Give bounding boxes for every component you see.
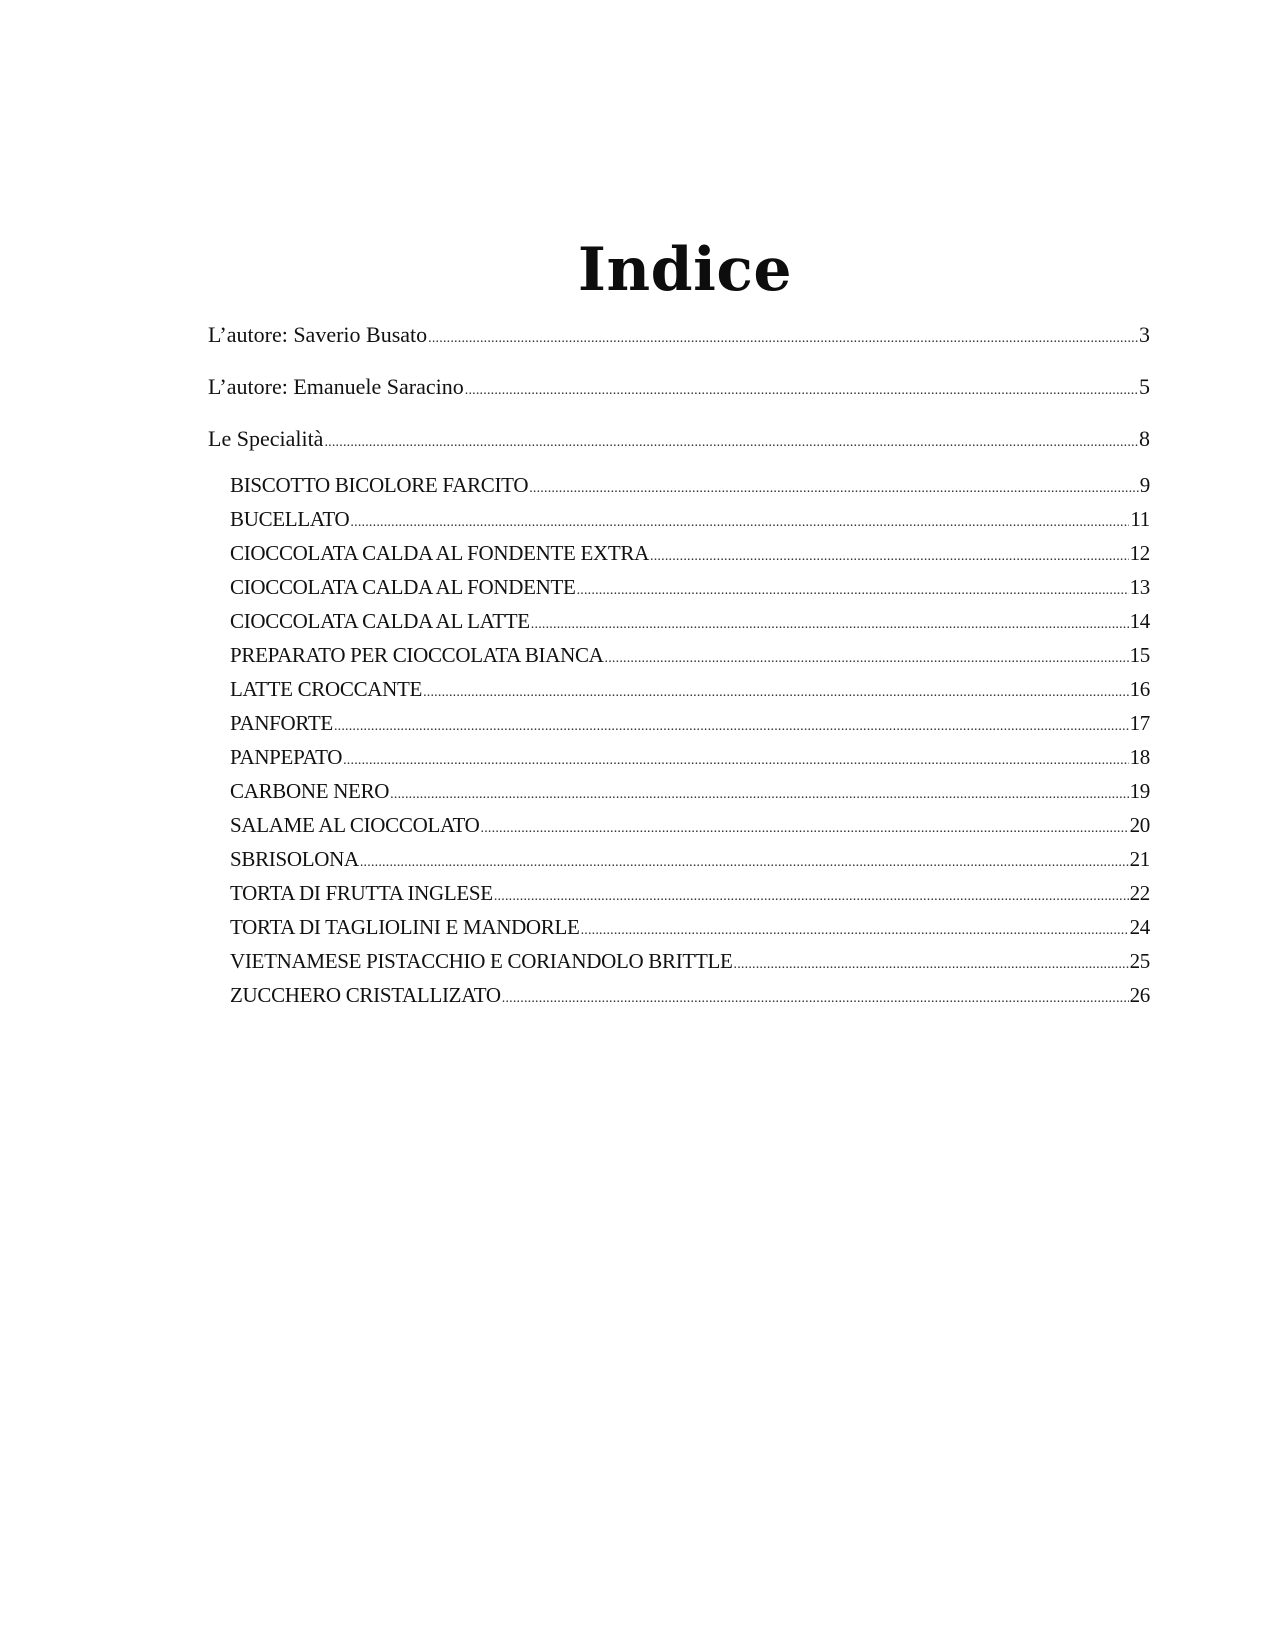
toc-entry-label: CIOCCOLATA CALDA AL FONDENTE EXTRA	[230, 541, 650, 565]
dot-leader	[350, 508, 1129, 538]
toc-subentry[interactable]	[208, 810, 1150, 844]
toc-subentry[interactable]	[208, 708, 1150, 742]
toc-subentry[interactable]	[208, 538, 1150, 572]
toc-subentry[interactable]	[208, 742, 1150, 776]
toc-entry-label: PANPEPATO	[230, 745, 343, 769]
toc-entry-page: 22	[1129, 881, 1150, 905]
toc-subentry[interactable]	[208, 878, 1150, 912]
toc-entry-page: 24	[1129, 915, 1150, 939]
toc-entry[interactable]	[208, 372, 1150, 424]
toc-entry-page: 8	[1139, 426, 1150, 451]
dot-leader	[577, 576, 1129, 606]
toc-subentry[interactable]	[208, 912, 1150, 946]
toc-subentry[interactable]	[208, 572, 1150, 606]
dot-leader	[343, 746, 1129, 776]
dot-leader	[494, 882, 1129, 912]
dot-leader	[529, 474, 1139, 504]
toc-entry-page: 9	[1139, 473, 1150, 497]
dot-leader	[650, 542, 1129, 572]
toc-entry-label: TORTA DI FRUTTA INGLESE	[230, 881, 493, 905]
dot-leader	[360, 848, 1129, 878]
toc-entry-page: 12	[1129, 541, 1150, 565]
toc-entry-label: BISCOTTO BICOLORE FARCITO	[230, 473, 529, 497]
toc-entry-page: 20	[1129, 813, 1150, 837]
dot-leader	[324, 428, 1138, 458]
toc-subentry[interactable]	[208, 504, 1150, 538]
toc-entry-page: 16	[1129, 677, 1150, 701]
toc-subentry[interactable]	[208, 844, 1150, 878]
dot-leader	[423, 678, 1129, 708]
dot-leader	[465, 376, 1138, 406]
toc-entry-label: CARBONE NERO	[230, 779, 390, 803]
table-of-contents	[208, 320, 1150, 1014]
toc-entry-label: Le Specialità	[208, 426, 324, 451]
toc-entry-label: PREPARATO PER CIOCCOLATA BIANCA	[230, 643, 604, 667]
toc-entry-page: 11	[1130, 507, 1150, 531]
toc-entry-page: 21	[1129, 847, 1150, 871]
dot-leader	[734, 950, 1129, 980]
toc-entry-page: 19	[1129, 779, 1150, 803]
toc-entry-page: 17	[1129, 711, 1150, 735]
dot-leader	[390, 780, 1128, 810]
toc-entry-page: 25	[1129, 949, 1150, 973]
dot-leader	[334, 712, 1129, 742]
dot-leader	[605, 644, 1129, 674]
toc-entry-page: 26	[1129, 983, 1150, 1007]
toc-entry[interactable]	[208, 424, 1150, 470]
toc-entry-label: PANFORTE	[230, 711, 333, 735]
toc-entry-page: 5	[1139, 374, 1150, 399]
toc-entry-page: 3	[1139, 322, 1150, 347]
toc-entry-label: L’autore: Saverio Busato	[208, 322, 428, 347]
dot-leader	[481, 814, 1129, 844]
dot-leader	[531, 610, 1129, 640]
toc-entry-page: 13	[1129, 575, 1150, 599]
page-title: Indice	[577, 235, 793, 306]
toc-entry-label: ZUCCHERO CRISTALLIZATO	[230, 983, 501, 1007]
toc-subentry[interactable]	[208, 980, 1150, 1014]
toc-subentry[interactable]	[208, 606, 1150, 640]
toc-entry-page: 15	[1129, 643, 1150, 667]
toc-entry-page: 18	[1129, 745, 1150, 769]
toc-subentry[interactable]	[208, 470, 1150, 504]
toc-subentry[interactable]	[208, 674, 1150, 708]
toc-subentry[interactable]	[208, 776, 1150, 810]
toc-entry-label: VIETNAMESE PISTACCHIO E CORIANDOLO BRITTLE	[230, 949, 733, 973]
toc-entry-label: L’autore: Emanuele Saracino	[208, 374, 464, 399]
dot-leader	[502, 984, 1129, 1014]
toc-entry-label: CIOCCOLATA CALDA AL FONDENTE	[230, 575, 576, 599]
toc-entry-page: 14	[1129, 609, 1150, 633]
toc-entry-label: SALAME AL CIOCCOLATO	[230, 813, 480, 837]
toc-entry[interactable]	[208, 320, 1150, 372]
dot-leader	[428, 324, 1138, 354]
toc-entry-label: CIOCCOLATA CALDA AL LATTE	[230, 609, 530, 633]
toc-subentry[interactable]	[208, 640, 1150, 674]
dot-leader	[581, 916, 1129, 946]
toc-entry-label: TORTA DI TAGLIOLINI E MANDORLE	[230, 915, 580, 939]
toc-entry-label: BUCELLATO	[230, 507, 350, 531]
toc-subentry[interactable]	[208, 946, 1150, 980]
toc-entry-label: LATTE CROCCANTE	[230, 677, 423, 701]
toc-entry-label: SBRISOLONA	[230, 847, 359, 871]
